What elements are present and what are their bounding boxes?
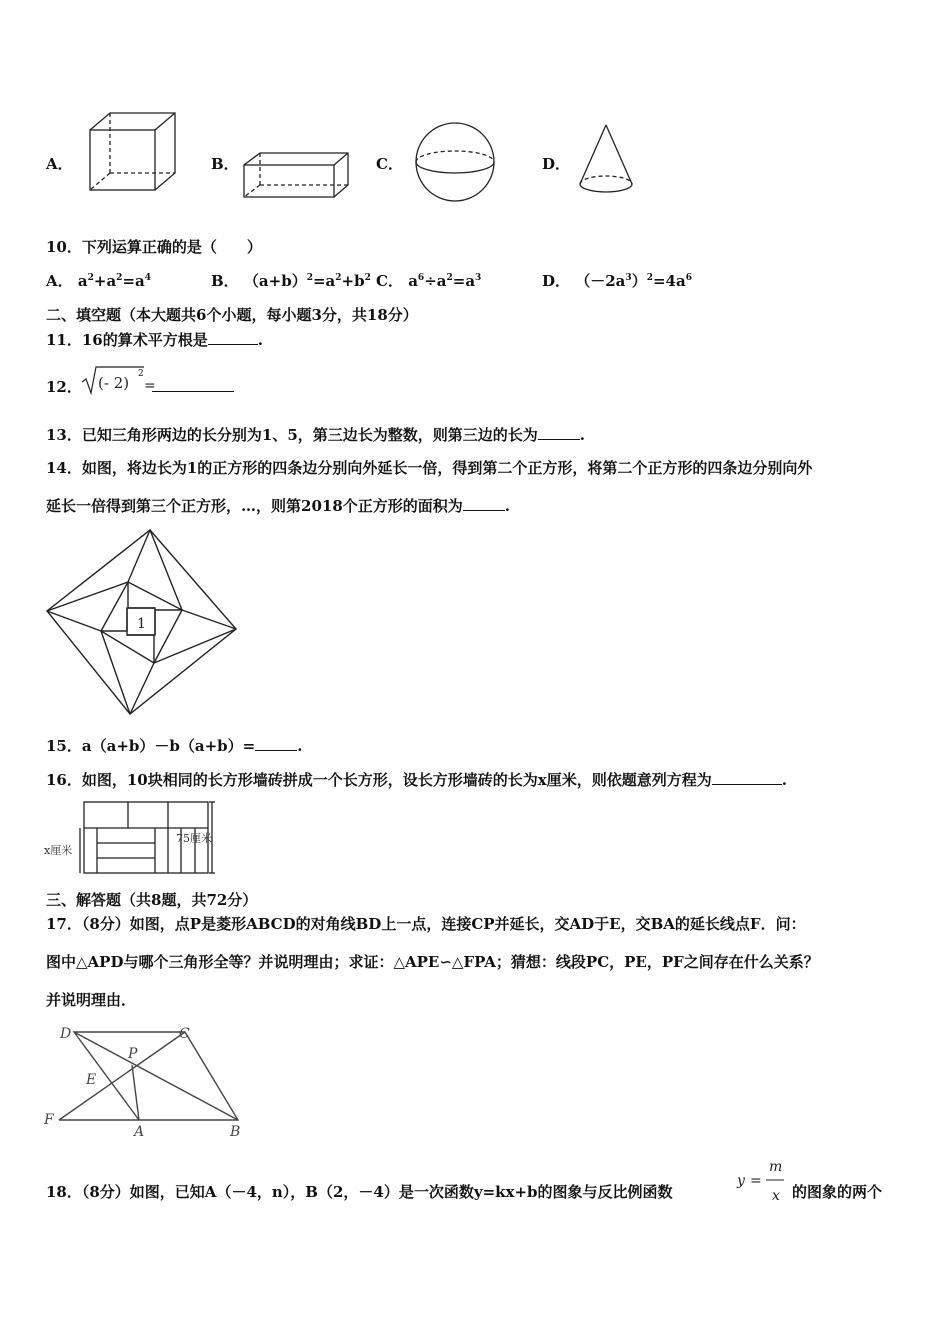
point-d: D: [60, 1026, 72, 1042]
q12-label: 12．: [46, 378, 82, 396]
q10-option-a: A． $a^2+a^2=a^4$: [46, 272, 151, 290]
q9-option-c-label: C．: [376, 155, 403, 173]
cube-figure: [82, 110, 182, 195]
point-p: P: [128, 1046, 138, 1062]
q18-text2: 的图象的两个: [792, 1183, 883, 1201]
q12-exponent: 2: [138, 369, 144, 379]
cone-figure: [576, 122, 636, 198]
q9-option-b-label: B．: [211, 155, 239, 173]
point-e: E: [86, 1072, 97, 1088]
fraction-y: y: [737, 1173, 745, 1189]
q17-line1: 17．（8分）如图，点P是菱形ABCD的对角线BD上一点，连接CP并延长，交AD于E，交BA的延长线点F．问：: [46, 915, 806, 933]
q17-line2: 图中△APD与哪个三角形全等？并说明理由；求证：△APE∽△FPA；猜想：线段PC，PE，PF之间存在什么关系？: [46, 953, 819, 971]
height-label: 75厘米: [176, 832, 212, 845]
answer-blank: [463, 496, 505, 511]
q14-line2: 延长一倍得到第三个正方形，…，则第2018个正方形的面积为 .: [46, 497, 510, 515]
section-2-heading: 二、填空题（本大题共6个小题，每小题3分，共18分）: [46, 306, 418, 324]
q9-option-d-label: D．: [542, 155, 571, 173]
answer-blank: [712, 770, 782, 785]
sphere-figure: [412, 119, 498, 205]
q12-answer-blank: [152, 377, 234, 392]
x-label: x厘米: [44, 844, 73, 857]
answer-blank: [255, 736, 297, 751]
point-c: C: [179, 1026, 190, 1042]
q14-line1: 14．如图，将边长为1的正方形的四条边分别向外延长一倍，得到第二个正方形，将第二个正方形的四条边分别向外: [46, 459, 813, 477]
q15: 15．a（a+b）－b（a+b）= .: [46, 737, 303, 755]
q16: 16．如图，10块相同的长方形墙砖拼成一个长方形，设长方形墙砖的长为x厘米，则依题意列方程为 .: [46, 771, 787, 789]
q18-text1: 18．（8分）如图，已知A（－4，n），B（2，－4）是一次函数y=kx+b的图象与反比例函数: [46, 1183, 673, 1201]
q12-equals: =: [144, 378, 156, 394]
answer-blank: [538, 425, 580, 440]
point-f: F: [44, 1112, 54, 1128]
q10-stem: 10．下列运算正确的是（ ）: [46, 238, 262, 256]
nested-squares-figure: [44, 527, 240, 719]
answer-blank: [208, 330, 258, 345]
q10-option-d: D． $(-2a^3)^2=4a^6$: [542, 272, 692, 290]
bricks-figure: [44, 800, 224, 876]
cuboid-figure: [240, 148, 352, 200]
q10-option-c: C． $a^6\div a^2=a^3$: [376, 272, 482, 290]
point-a: A: [134, 1124, 145, 1140]
figure-label-1: 1: [137, 616, 146, 632]
q18-fraction: [734, 1156, 788, 1206]
section-3-heading: 三、解答题（共8题，共72分）: [46, 891, 258, 909]
fraction-numerator: m: [769, 1159, 783, 1175]
q13: 13．已知三角形两边的长分别为1、5，第三边长为整数，则第三边的长为 .: [46, 426, 585, 444]
point-b: B: [230, 1124, 241, 1140]
q10-option-b: B． $(a+b)^2=a^2+b^2$: [211, 272, 371, 290]
q12-radical: [80, 362, 160, 396]
fraction-equals: =: [750, 1173, 762, 1189]
fraction-denominator: x: [772, 1188, 780, 1204]
q9-option-a-label: A．: [46, 155, 73, 173]
rhombus-figure: [44, 1020, 244, 1140]
q12-radicand: (- 2): [98, 374, 130, 392]
q17-line3: 并说明理由．: [46, 991, 137, 1009]
q11: 11．16的算术平方根是 .: [46, 331, 263, 349]
